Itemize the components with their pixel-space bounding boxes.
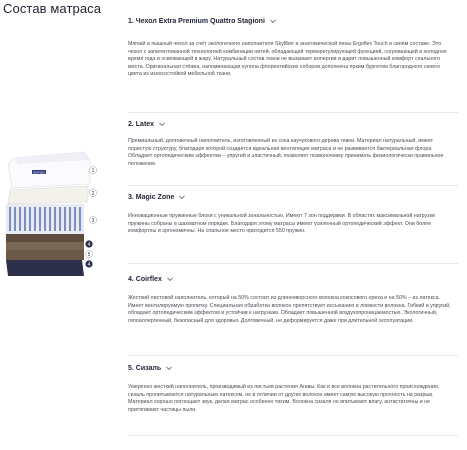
- mattress-coir-layer-upper: [6, 234, 84, 242]
- section-cover: [128, 15, 458, 79]
- section-cover-title: 1. Чехол Extra Premium Quattro Stagioni: [128, 17, 265, 25]
- divider: [128, 263, 458, 264]
- mattress-layers-illustration: [4, 150, 102, 278]
- divider: [128, 355, 458, 356]
- layer-marker-5-label: 5: [87, 251, 91, 258]
- section-coirflex-header[interactable]: [128, 273, 458, 285]
- chevron-down-icon: [165, 364, 173, 372]
- mattress-latex-layer: [8, 186, 88, 204]
- spring-pattern: [10, 207, 80, 231]
- section-coirflex-title: 4. Coirflex: [128, 275, 162, 283]
- chevron-down-icon: [158, 120, 166, 128]
- section-sisal: [128, 362, 458, 414]
- chevron-down-icon: [269, 17, 277, 25]
- section-latex-header[interactable]: [128, 118, 458, 130]
- divider: [128, 185, 458, 186]
- mattress-coir-layer-lower: [6, 242, 84, 250]
- layer-marker-4-label: 4: [87, 241, 91, 248]
- section-cover-header[interactable]: [128, 15, 458, 27]
- section-sisal-title: 5. Сизаль: [128, 364, 162, 372]
- section-latex-text: Премиальный, долговечный наполнитель, изготовленный из сока каучукового дерева гевеи. Материал натуральный, имеет пористую структуру, благодаря которой создаётся идеальная вентиляция матраса и не развивается бактериальная флора. Обладает ортопедическим эффектом – упругий и эластичный, позволяет позвоночнику принимать физиологически правильное положение.: [128, 138, 444, 167]
- divider: [128, 435, 458, 436]
- layer-marker-2-label: 2: [91, 190, 95, 197]
- section-magic-zone-title: 3. Magic Zone: [128, 193, 175, 201]
- mattress-sisal-layer: [6, 250, 84, 260]
- section-sisal-text: Умеренно жесткий наполнитель, производимый из листьев растения Агавы. Как и все волокна растительного происхождения, сизаль пропитывается натуральным латексом, но в отличии от других волокон имеет самую высокую прочность на разрыв. Материал хорошо поглощает звук, делая матрас особенно тихим. Волокна сизаля не впитывают влагу, антистатичны и не притягивают частицы пыли.: [128, 384, 440, 413]
- section-coirflex-text: Жесткий листовой наполнитель, который на 50% состоит из длинноворсного волокна кокосового ореха и на 50% – из латекса. Имеет вентилируемую пропитку. Специальная обработка волокон препятствует иссыханию и ломкости волокна. Гибкий и упругий, обладает ортопедическим эффектом и устойчив к нагрузкам. Обладает повышенной воздухопроницаемостью. Экологичный, гипоаллергенный, безопасный для здоровья. Долговечный, не деформируется даже при длительной эксплуатации.: [128, 295, 451, 324]
- divider: [128, 112, 458, 113]
- section-magic-zone-text: Инновационные пружинные блоки с уникальной зональностью. Имеют 7 зон поддержки. В областях максимальной нагрузки пружины собраны в шахматном порядке. Благодаря этому матрасы имеют усиленный ортопедический эффект. Они более комфортны и эргономичны. На спальное место приходится 550 пружин.: [128, 213, 435, 235]
- section-magic-zone-header[interactable]: [128, 191, 458, 203]
- page-title: Состав матраса: [3, 1, 102, 16]
- layer-marker-6-label: 4: [87, 261, 91, 268]
- chevron-down-icon: [166, 275, 174, 283]
- chevron-down-icon: [178, 193, 186, 201]
- section-coirflex: [128, 273, 458, 325]
- section-latex-title: 2. Latex: [128, 120, 155, 128]
- layer-marker-3-label: 3: [91, 217, 95, 224]
- section-latex: [128, 118, 458, 168]
- section-sisal-header[interactable]: [128, 362, 458, 374]
- section-cover-text: Мягкий и пышный чехол за счёт экологичного наполнителя Skyfiber и анатомической пены Ergoflex Touch в своём составе. Это чехол с запатентованной технологией комбинации нитей, обладающей терморегулирующей функцией, согревающей в холодное время года и освежающей в жару. Натуральный состав ткани не вызывает аллергии и дарит повышенный комфорт спального места. Оригинальная стёжка, напоминающая купола флорентийских соборов дополнена ярким бургетом благородного синего цвета из износостойкой мебельной ткани.: [128, 41, 447, 78]
- layer-marker-1-label: 1: [91, 167, 95, 174]
- section-magic-zone: [128, 191, 458, 236]
- mattress-base-layer: [6, 260, 84, 276]
- brand-label: SKYFLEX: [33, 171, 45, 175]
